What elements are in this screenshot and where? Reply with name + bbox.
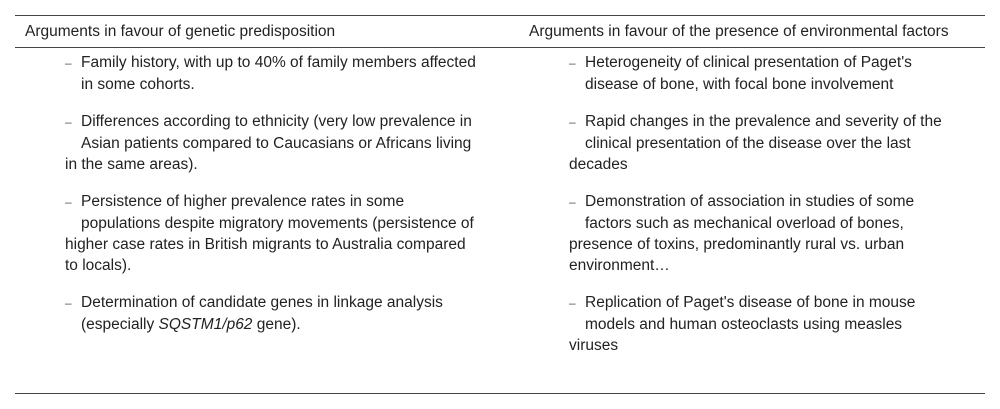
dash-bullet: – — [65, 195, 72, 209]
environmental-arguments-list — [569, 52, 959, 372]
list-item: – Demonstration of association in studies of some factors such as mechanical overload of bones, presence of toxins, predominantly rural vs. urban environment… — [569, 193, 915, 274]
dash-bullet: – — [569, 115, 576, 129]
column-header-genetic: Arguments in favour of genetic predisposition — [25, 23, 336, 40]
list-item: – Differences according to ethnicity (very low prevalence in Asian patients compared to Caucasians or Africans living in the same areas). — [65, 113, 472, 173]
genetic-arguments-list — [65, 52, 490, 351]
list-item: – Family history, with up to 40% of family members affected in some cohorts. — [65, 54, 476, 93]
dash-bullet: – — [569, 56, 576, 70]
dash-bullet: – — [65, 296, 72, 310]
table-header-rule — [15, 47, 985, 48]
list-item: – Determination of candidate genes in linkage analysis (especially SQSTM1/p62 gene). — [65, 294, 443, 333]
list-item: – Replication of Paget's disease of bone in mouse models and human osteoclasts using measles viruses — [569, 294, 916, 354]
dash-bullet: – — [65, 56, 72, 70]
dash-bullet: – — [569, 195, 576, 209]
dash-bullet: – — [65, 115, 72, 129]
table-bottom-rule — [15, 393, 985, 394]
column-header-environmental: Arguments in favour of the presence of environmental factors — [529, 23, 949, 40]
dash-bullet: – — [569, 296, 576, 310]
list-item: – Persistence of higher prevalence rates in some populations despite migratory movements (persistence of higher case rates in British migrants to Australia compared to locals). — [65, 193, 474, 274]
table-top-rule — [15, 15, 985, 16]
list-item: – Heterogeneity of clinical presentation of Paget's disease of bone, with focal bone involvement — [569, 54, 912, 93]
list-item: – Rapid changes in the prevalence and severity of the clinical presentation of the disease over the last decades — [569, 113, 942, 173]
gene-name: SQSTM1/p62 — [158, 316, 253, 333]
